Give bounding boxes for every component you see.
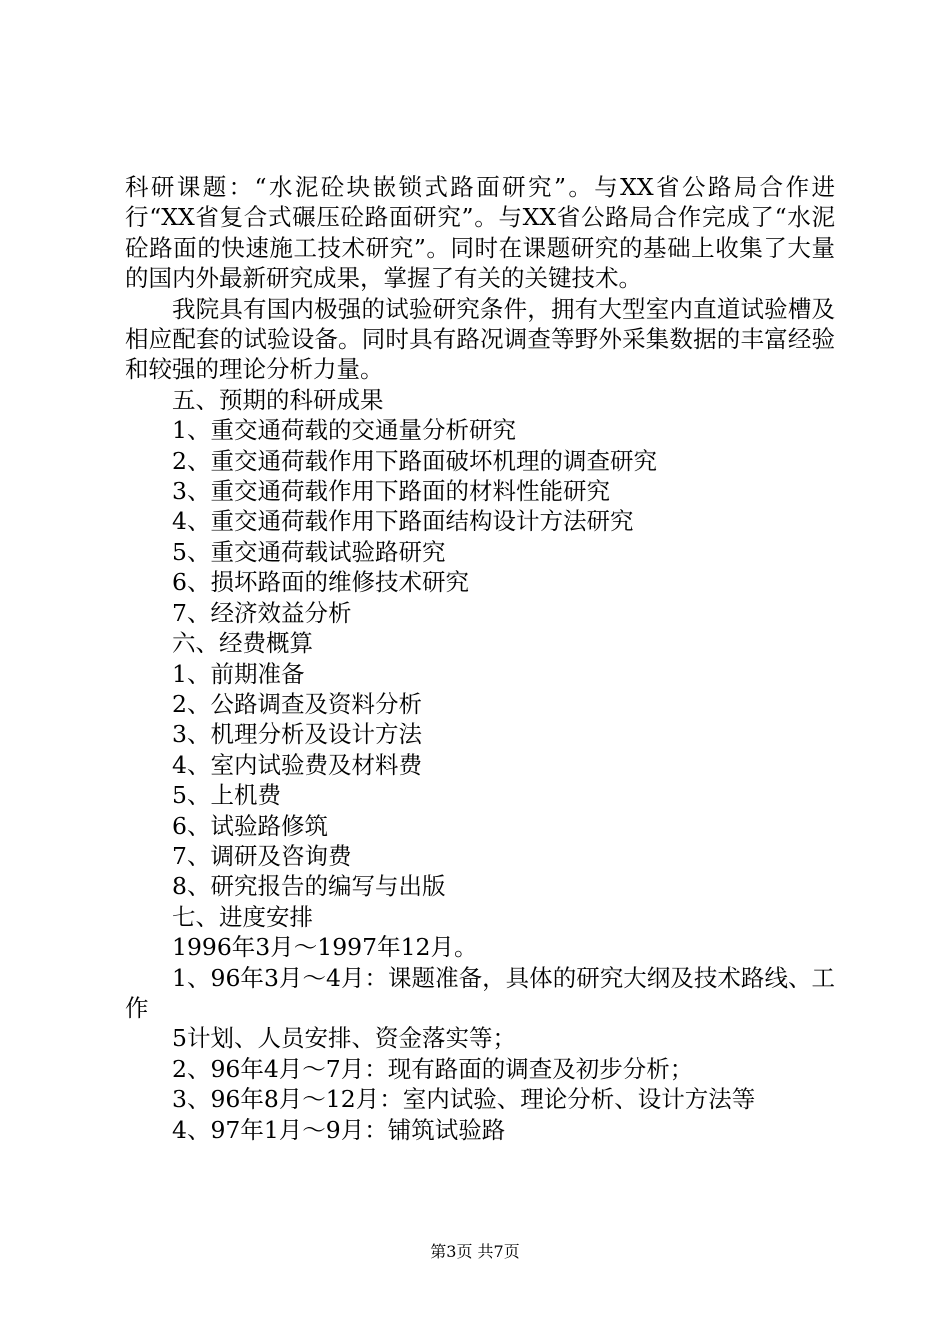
page-number: 第3页 共7页: [430, 1242, 520, 1261]
list-item: 2、公路调查及资料分析: [172, 689, 422, 718]
schedule-item-continuation: 5计划、人员安排、资金落实等；: [172, 1024, 516, 1053]
schedule-item: 3、96年8月～12月：室内试验、理论分析、设计方法等: [172, 1085, 756, 1114]
list-item: 3、机理分析及设计方法: [172, 720, 422, 749]
section-heading-budget: 六、经费概算: [172, 629, 313, 658]
document-body: [125, 172, 835, 1145]
section-heading-schedule: 七、进度安排: [172, 902, 313, 931]
list-item: 6、试验路修筑: [172, 811, 328, 840]
list-item: 4、重交通荷载作用下路面结构设计方法研究: [172, 507, 634, 536]
section-heading-expected-results: 五、预期的科研成果: [172, 385, 384, 414]
list-item: 5、重交通荷载试验路研究: [172, 537, 446, 566]
list-item: 7、调研及咨询费: [172, 841, 352, 870]
list-item: 7、经济效益分析: [172, 598, 352, 627]
paragraph-research-conditions: 我院具有国内极强的试验研究条件，拥有大型室内直道试验槽及相应配套的试验设备。同时具有路况调查等野外采集数据的丰富经验和较强的理论分析力量。: [125, 294, 835, 384]
schedule-item: 4、97年1月～9月：铺筑试验路: [172, 1115, 506, 1144]
schedule-item: 2、96年4月～7月：现有路面的调查及初步分析；: [172, 1054, 694, 1083]
list-item: 6、损坏路面的维修技术研究: [172, 568, 469, 597]
list-item: 1、前期准备: [172, 659, 305, 688]
list-item: 5、上机费: [172, 781, 281, 810]
list-item: 3、重交通荷载作用下路面的材料性能研究: [172, 477, 610, 506]
list-item: 1、重交通荷载的交通量分析研究: [172, 416, 516, 445]
list-item: 8、研究报告的编写与出版: [172, 872, 446, 901]
list-item: 4、室内试验费及材料费: [172, 750, 422, 779]
list-item: 2、重交通荷载作用下路面破坏机理的调查研究: [172, 446, 657, 475]
schedule-period: 1996年3月～1997年12月。: [172, 933, 478, 962]
paragraph-research-topics: 科研课题：“水泥砼块嵌锁式路面研究”。与XX省公路局合作进行“XX省复合式碾压砼路面研究”。与XX省公路局合作完成了“水泥砼路面的快速施工技术研究”。同时在课题研究的基础上收集了大量的国内外最新研究成果，掌握了有关的关键技术。: [125, 173, 835, 293]
schedule-item: 1、96年3月～4月：课题准备，具体的研究大纲及技术路线、工作: [125, 963, 835, 1022]
